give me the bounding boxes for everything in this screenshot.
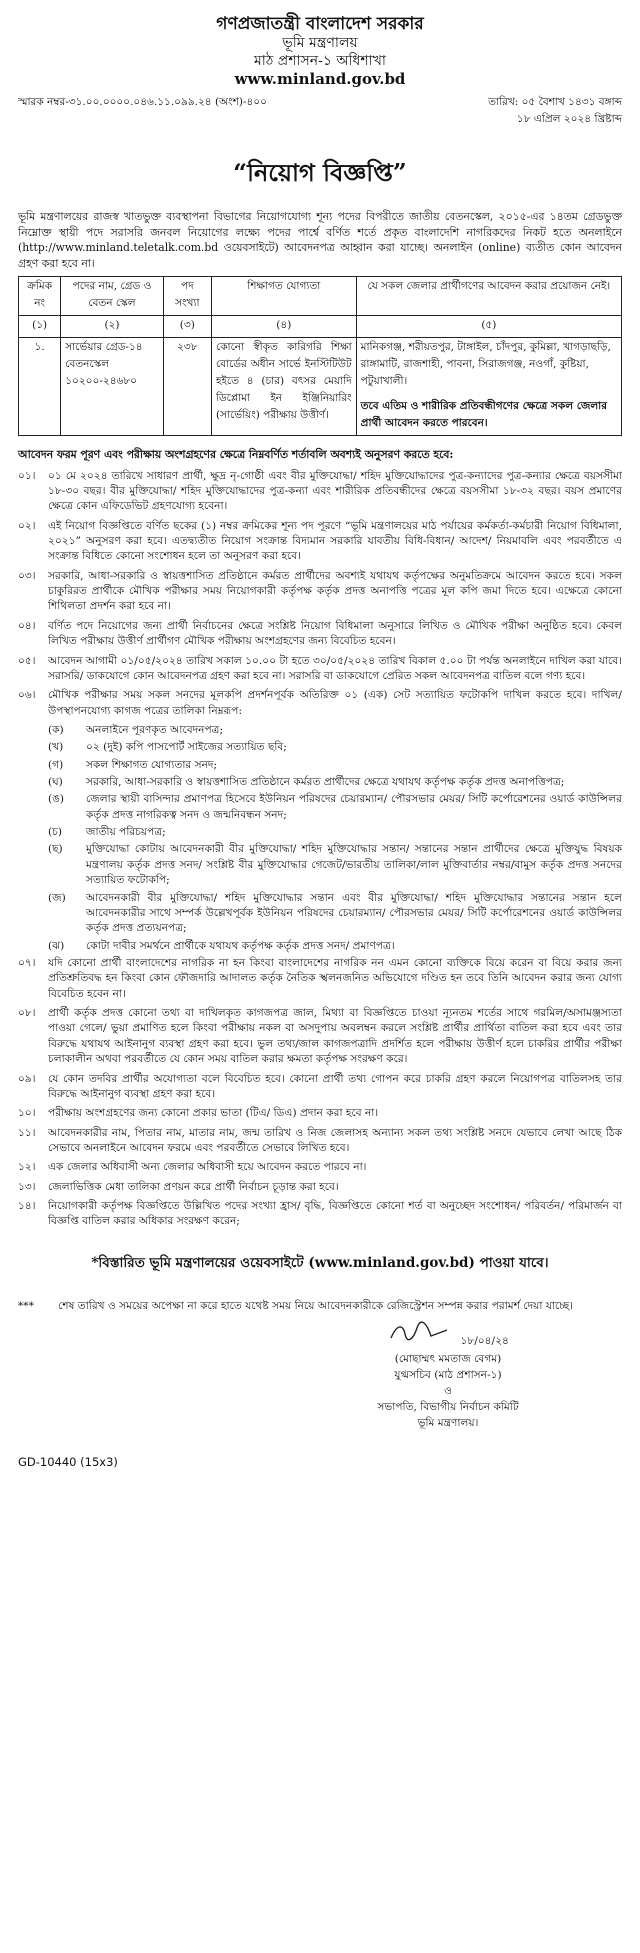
row-qualification: কোনো স্বীকৃত কারিগরি শিক্ষা বোর্ডের অধীন সার্ভে ইনস্টিটিউট হইতে ৪ (চার) বৎসর মেয়াদি ডিপ্লোমা ইন ইঞ্জিনিয়ারিং (সার্ভেয়িং) পরীক্ষায় উত্তীর্ণ।	[211, 337, 356, 435]
conditions-list-2	[18, 956, 622, 1230]
item-text: মুক্তিযোদ্ধা কোটায় আবেদনকারী বীর মুক্তিযোদ্ধা/ শহিদ মুক্তিযোদ্ধার সন্তান/ সন্তানের সন্তান প্রার্থীদের ক্ষেত্রে মুক্তিযুদ্ধ বিষয়ক মন্ত্রণালয় কর্তৃক প্রদত্ত সনদ/ সংশ্লিষ্ট বীর মুক্তিযোদ্ধার গেজেট/ভারতীয় তালিকা/লাল মুক্তিবার্তার নম্বর/বামুস কর্তৃক প্রদত্ত সনদের সত্যায়িত ফটোকপি;	[86, 843, 622, 887]
col-post: পদের নাম, গ্রেড ও বেতন স্কেল	[61, 276, 164, 315]
item-text: যদি কোনো প্রার্থী বাংলাদেশের নাগরিক না হন কিংবা বাংলাদেশের নাগরিক নন এমন কোনো ব্যক্তিকে বিয়ে করেন বা বিয়ে করার জন্য প্রতিশ্রুতিবদ্ধ হন কিংবা কোন ফৌজদারি আদালত কর্তৃক নৈতিক স্খলনজনিত অভিযোগে দণ্ডিত হন তবে তিনি আবেদন করার জন্য যোগ্য বিবেচিত হবেন না।	[48, 956, 622, 1000]
condition-item	[18, 956, 622, 1002]
col-serial: ক্রমিক নং	[19, 276, 61, 315]
item-number: ০৮।	[18, 1007, 36, 1020]
row-count: ২৩৮	[163, 337, 211, 435]
item-number: ০৪।	[18, 619, 36, 632]
date-english: ১৮ এপ্রিল ২০২৪ খ্রিষ্টাব্দ	[516, 113, 622, 125]
branch-name: মাঠ প্রশাসন-১ অধিশাখা	[253, 52, 386, 69]
item-number: ১০।	[18, 1107, 36, 1120]
row-serial: ১.	[19, 337, 61, 435]
item-number: (ঙ)	[48, 793, 65, 806]
signatory-role: সভাপতি, বিভাগীয় নির্বাচন কমিটি	[377, 1400, 519, 1413]
item-text: সরকারি, আধা-সরকারি ও স্বায়ত্তশাসিত প্রতিষ্ঠানে কর্মরত প্রার্থীদের অবশ্যই যথাযথ কর্তৃপক্ষের অনুমতিক্রমে আবেদন করতে হবে। সকল চাকুরিরত প্রার্থীকে মৌখিক পরীক্ষার সময় নিয়োগকারী কর্তৃপক্ষ কর্তৃক প্রদত্ত অনাপত্তি পত্রের মূল কপি জমা দিতে হবে। এক্ষেত্রে কোনো শিথিলতা প্রদর্শন করা হবে না।	[48, 569, 622, 613]
document-item	[48, 825, 622, 840]
document-item	[48, 758, 622, 773]
notice-title: “নিয়োগ বিজ্ঞপ্তি”	[233, 158, 407, 187]
signature-date: ১৮/০৪/২৪	[460, 1335, 509, 1348]
col-number: (৪)	[211, 315, 356, 337]
gd-code: GD-10440 (15x3)	[18, 1455, 118, 1470]
document-item	[48, 775, 622, 790]
item-text: অনলাইনে পূরণকৃত আবেদনপত্র;	[86, 723, 224, 736]
item-text: পরীক্ষায় অংশগ্রহণের জন্য কোনো প্রকার ভাতা (টিএ/ ডিএ) প্রদান করা হবে না।	[48, 1107, 379, 1120]
item-number: ০২।	[18, 519, 36, 532]
document-item	[48, 939, 622, 954]
conditions-heading: আবেদন ফরম পূরণ এবং পরীক্ষায় অংশগ্রহণের ক্ষেত্রে নিম্নবর্ণিত শর্তাবলি অবশ্যই অনুসরণ করতে হবে:	[18, 447, 454, 461]
col-number: (২)	[61, 315, 164, 337]
item-number: (গ)	[48, 758, 64, 771]
date-bangla: ০৫ বৈশাখ ১৪৩১ বঙ্গাব্দ	[521, 96, 622, 108]
document-item	[48, 740, 622, 755]
document-item	[48, 723, 622, 738]
item-text: এই নিয়োগ বিজ্ঞপ্তিতে বর্ণিত ছকের (১) নম্বর ক্রমিকের শূন্য পদ পূরণে “ভূমি মন্ত্রণালয়ের মাঠ পর্যায়ের কর্মকর্তা-কর্মচারী নিয়োগ বিধিমালা, ২০২১” অনুসরণ করা হবে। এতদ্ব্যতীত নিয়োগ সংক্রান্ত বিদ্যমান সরকারি যাবতীয় বিধি-বিধান/ আদেশ/ নিয়মাবলি এবং পরবর্তীতে এ সংক্রান্ত বিধিতে কোনো সংশোধন হলে তা অনুসরণ করা হবে।	[48, 519, 622, 563]
row-districts-cell	[356, 337, 621, 435]
item-number: ০৫।	[18, 654, 36, 667]
government-name: গণপ্রজাতন্ত্রী বাংলাদেশ সরকার	[216, 14, 424, 34]
condition-item	[18, 519, 622, 565]
signatory-designation: যুগ্মসচিব (মাঠ প্রশাসন-১)	[394, 1368, 502, 1381]
row-districts-note: তবে এতিম ও শারীরিক প্রতিবন্ধীগণের ক্ষেত্রে সকল জেলার প্রার্থী আবেদন করতে পারবেন।	[360, 399, 607, 429]
table-header-row	[19, 276, 622, 315]
footnote-mark: ***	[18, 1299, 34, 1312]
condition-item	[18, 569, 622, 615]
item-number: (খ)	[48, 741, 64, 754]
ministry-name: ভূমি মন্ত্রণালয়	[282, 35, 358, 52]
row-post: সার্ভেয়ার গ্রেড-১৪ বেতনস্কেল ১০২০০-২৪৬৮০	[61, 337, 164, 435]
ministry-website: www.minland.gov.bd	[234, 70, 406, 89]
item-text: আবেদনকারী বীর মুক্তিযোদ্ধা/ শহিদ মুক্তিযোদ্ধার সন্তান এবং বীর মুক্তিযোদ্ধা/ শহিদ মুক্তিযোদ্ধার সন্তানের সন্তান হলে আবেদনকারীর সাথে সম্পর্ক উল্লেখপূর্বক ইউনিয়ন পরিষদের চেয়ারম্যান/ পৌরসভার মেয়র/ সিটি কর্পোরেশনের ওয়ার্ড কাউন্সিলর কর্তৃক প্রদত্ত প্রত্যয়নপত্র;	[86, 891, 622, 935]
signatory-and: ও	[444, 1384, 452, 1397]
document-item	[48, 842, 622, 888]
item-number: (ছ)	[48, 843, 63, 856]
item-text: জেলাভিত্তিক মেধা তালিকা প্রণয়ন করে প্রার্থী নির্বাচন চূড়ান্ত করা হবে।	[48, 1180, 339, 1193]
condition-item	[18, 1199, 622, 1230]
item-number: ১৩।	[18, 1180, 36, 1193]
signatory-ministry: ভূমি মন্ত্রণালয়।	[417, 1416, 479, 1429]
item-text: সকল শিক্ষাগত যোগ্যতার সনদ;	[86, 758, 218, 771]
item-number: ১৪।	[18, 1200, 36, 1213]
item-text: প্রার্থী কর্তৃক প্রদত্ত কোনো তথ্য বা দাখিলকৃত কাগজপত্র জাল, মিথ্যা বা বিজ্ঞপ্তিতে চাওয়া ন্যূনতম শর্তের সাথে গরমিল/অসামঞ্জস্যতা পাওয়া গেলে/ ভুয়া প্রমাণিত হলে কিংবা পরীক্ষায় নকল বা অসদুপায় অবলম্বন করলে সংশ্লিষ্ট প্রার্থীর প্রার্থিতা বাতিল করা হবে এবং তার বিরুদ্ধে যথাযথ আইনানুগ ব্যবস্থা গ্রহণ করা হবে। ভুল তথ্য/জাল কাগজপত্রাদি প্রদর্শিত হলে পরীক্ষায় উত্তীর্ণ হলে চাকরির প্রার্থীর পরীক্ষা চলাকালীন অথবা পরবর্তীতে যে কোন সময় বাতিল করার ক্ষমতা কর্তৃপক্ষ সংরক্ষণ করে।	[48, 1007, 622, 1066]
col-number: (৫)	[356, 315, 621, 337]
handwritten-signature-icon	[387, 1320, 457, 1344]
item-text: নিয়োগকারী কর্তৃপক্ষ বিজ্ঞপ্তিতে উল্লিখিত পদের সংখ্যা হ্রাস/ বৃদ্ধি, বিজ্ঞপ্তিতে কোনো শর্ত বা অনুচ্ছেদ সংশোধন/ পরিবর্তন/ পরিমার্জন বা বিজ্ঞপ্তি বাতিল করার অধিকার সংরক্ষণ করেন;	[48, 1200, 622, 1228]
item-number: ০৩।	[18, 569, 36, 582]
item-text: মৌখিক পরীক্ষার সময় সকল সনদের মূলকপি প্রদর্শনপূর্বক অতিরিক্ত ০১ (এক) সেট সত্যায়িত ফটোকপি দাখিল করতে হবে। দাখিল/ উপস্থাপনযোগ্য কাগজ পত্রের তালিকা নিম্নরূপ:	[48, 689, 622, 717]
condition-item	[18, 1072, 622, 1103]
signature-block	[318, 1320, 578, 1431]
letterhead	[18, 14, 622, 89]
item-text: আবেদন আগামী ০১/০৫/২০২৪ তারিখ সকাল ১০.০০ টা হতে ৩০/০৫/২০২৪ তারিখ বিকাল ৫.০০ টা পর্যন্ত অনলাইনে দাখিল করা যাবে। সরাসরি/ ডাকযোগে কোন আবেদনপত্র গ্রহণ করা হবে না। সরাসরি বা ডাকযোগে প্রেরিত সকল আবেদনপত্র বাতিল বলে গণ্য হবে।	[48, 654, 622, 682]
condition-item	[18, 688, 622, 719]
col-number: (১)	[19, 315, 61, 337]
table-row	[19, 337, 622, 435]
item-text: জেলার স্থায়ী বাসিন্দার প্রমাণপত্র হিসেবে ইউনিয়ন পরিষদের চেয়ারম্যান/ পৌরসভার মেয়র/ সিটি কর্পোরেশনের ওয়ার্ড কাউন্সিলর কর্তৃক প্রদত্ত নাগরিকত্ব সনদ ও জন্মনিবন্ধন সনদ;	[86, 793, 622, 821]
item-text: এক জেলার অধিবাসী অন্য জেলার অধিবাসী হয়ে আবেদন করতে পারবে না।	[48, 1161, 367, 1174]
item-number: ১২।	[18, 1161, 36, 1174]
item-text: ০১ মে ২০২৪ তারিখে সাধারণ প্রার্থী, ক্ষুদ্র নৃ-গোষ্ঠী এবং বীর মুক্তিযোদ্ধা/ শহিদ মুক্তিযোদ্ধাদের পুত্র-কন্যাদের পুত্র-কন্যার ক্ষেত্রে বয়সসীমা ১৮-৩০ বছর। বীর মুক্তিযোদ্ধা/ শহিদ মুক্তিযোদ্ধাদের পুত্র-কন্যা এবং শারীরিক প্রতিবন্ধীদের ক্ষেত্রে বয়সসীমা ১৮-৩২ বছর। বয়স প্রমাণের ক্ষেত্রে কোন এফিডেভিট গ্রহণযোগ্য হবেনা।	[48, 469, 622, 513]
item-number: ০১।	[18, 469, 36, 482]
item-number: (চ)	[48, 826, 62, 839]
condition-item	[18, 1160, 622, 1175]
notice-page	[18, 0, 622, 1469]
item-number: (ঘ)	[48, 776, 63, 789]
signatory-name: (মোছাম্মৎ মমতাজ বেগম)	[394, 1352, 502, 1365]
vacancy-table	[18, 276, 622, 436]
documents-list	[18, 723, 622, 954]
memo-ref: স্মারক নম্বর-৩১.০০.০০০০.০৪৬.১১.০৯৯.২৪ (অংশ)-৪০০	[18, 96, 267, 108]
condition-item	[18, 1180, 622, 1195]
item-text: কোটা দাবীর সমর্থনে প্রার্থীকে যথাযথ কর্তৃপক্ষ কর্তৃক প্রদত্ত সনদ/ প্রমাণপত্র।	[86, 939, 395, 952]
item-number: (জ)	[48, 891, 66, 904]
item-text: যে কোন তদবির প্রার্থীর অযোগ্যতা বলে বিবেচিত হবে। কোনো প্রার্থী তথ্য গোপন করে চাকরি গ্রহণ করলে নিয়োগপত্র বাতিলসহ তার বিরুদ্ধে আইনানুগ ব্যবস্থা গ্রহণ করা হবে।	[48, 1072, 622, 1100]
conditions-list	[18, 469, 622, 719]
document-item	[48, 792, 622, 823]
condition-item	[18, 654, 622, 685]
item-number: ০৬।	[18, 689, 36, 702]
table-number-row	[19, 315, 622, 337]
item-text: বর্ণিত পদে নিয়োগের জন্য প্রার্থী নির্বাচনের ক্ষেত্রে সংশ্লিষ্ট নিয়োগ বিধিমালা অনুসারে লিখিত ও মৌখিক পরীক্ষা অনুষ্ঠিত হবে। কেবল লিখিত পরীক্ষায় উত্তীর্ণ প্রার্থীগণ মৌখিক পরীক্ষায় অংশগ্রহণের জন্য বিবেচিত হবেন।	[48, 619, 622, 648]
footnote-text: শেষ তারিখ ও সময়ের অপেক্ষা না করে হাতে যথেষ্ট সময় নিয়ে আবেদনকারীকে রেজিস্ট্রেশন সম্পন্ন করার পরামর্শ দেয়া যাচ্ছে।	[58, 1299, 574, 1312]
col-districts: যে সকল জেলার প্রার্থীগণের আবেদন করার প্রয়োজন নেই।	[356, 276, 621, 315]
condition-item	[18, 1126, 622, 1157]
col-qualification: শিক্ষাগত যোগ্যতা	[211, 276, 356, 315]
document-item	[48, 891, 622, 937]
website-note: *বিস্তারিত ভূমি মন্ত্রণালয়ের ওয়েবসাইটে (www.minland.gov.bd) পাওয়া যাবে।	[91, 1254, 549, 1271]
intro-paragraph: ভূমি মন্ত্রণালয়ের রাজস্ব খাতভুক্ত ব্যবস্থাপনা বিভাগের নিয়োগযোগ্য শূন্য পদের বিপরীতে জাতীয় বেতনস্কেল, ২০১৫-এর ১৪তম গ্রেডভুক্ত নিম্নোক্ত স্থায়ী পদে সরাসরি জনবল নিয়োগের লক্ষ্যে পদের পার্শ্বে বর্ণিত শর্তে প্রকৃত বাংলাদেশি নাগরিকদের নিকট হতে অনলাইনে (http://www.minland.teletalk.com.bd ওয়েবসাইটে) আবেদনপত্র আহ্বান করা যাচ্ছে। অনলাইন (online) ব্যতীত কোন আবেদন গ্রহণ করা হবে না।	[18, 210, 622, 270]
item-number: ১১।	[18, 1126, 36, 1139]
footnote	[18, 1299, 622, 1314]
col-count: পদ সংখ্যা	[163, 276, 211, 315]
item-text: জাতীয় পরিচয়পত্র;	[86, 826, 166, 839]
condition-item	[18, 619, 622, 650]
col-number: (৩)	[163, 315, 211, 337]
item-number: ০৭।	[18, 956, 36, 969]
condition-item	[18, 1006, 622, 1067]
item-text: ০২ (দুই) কপি পাসপোর্ট সাইজের সত্যায়িত ছবি;	[86, 741, 287, 754]
memo-row	[18, 95, 622, 129]
date-label: তারিখ:	[488, 96, 519, 108]
item-text: সরকারি, আধা-সরকারি ও স্বায়ত্তশাসিত প্রতিষ্ঠানে কর্মরত প্রার্থীদের ক্ষেত্রে যথাযথ কর্তৃপক্ষ কর্তৃক প্রদত্ত অনাপত্তিপত্র;	[86, 776, 565, 789]
item-number: (ঝ)	[48, 939, 65, 952]
condition-item	[18, 469, 622, 515]
item-number: ০৯।	[18, 1072, 36, 1085]
condition-item	[18, 1106, 622, 1121]
signature-mark	[318, 1320, 578, 1350]
memo-dates	[488, 95, 622, 129]
row-districts: মানিকগঞ্জ, শরীয়তপুর, টাঙ্গাইল, চাঁদপুর, কুমিল্লা, খাগড়াছড়ি, রাঙ্গামাটি, রাজশাহী, পাবনা, সিরাজগঞ্জ, নওগাঁ, কুষ্টিয়া, পটুয়াখালী।	[360, 340, 611, 387]
item-number: (ক)	[48, 723, 64, 736]
item-text: আবেদনকারীর নাম, পিতার নাম, মাতার নাম, জন্ম তারিখ ও নিজ জেলাসহ অন্যান্য সকল তথ্য সংশ্লিষ্ট সনদে যেভাবে লেখা আছে ঠিক সেভাবে অনলাইনে আবেদন ফরমে এবং পরবর্তীতে সেভাবে লিখিত হবে।	[48, 1126, 622, 1154]
